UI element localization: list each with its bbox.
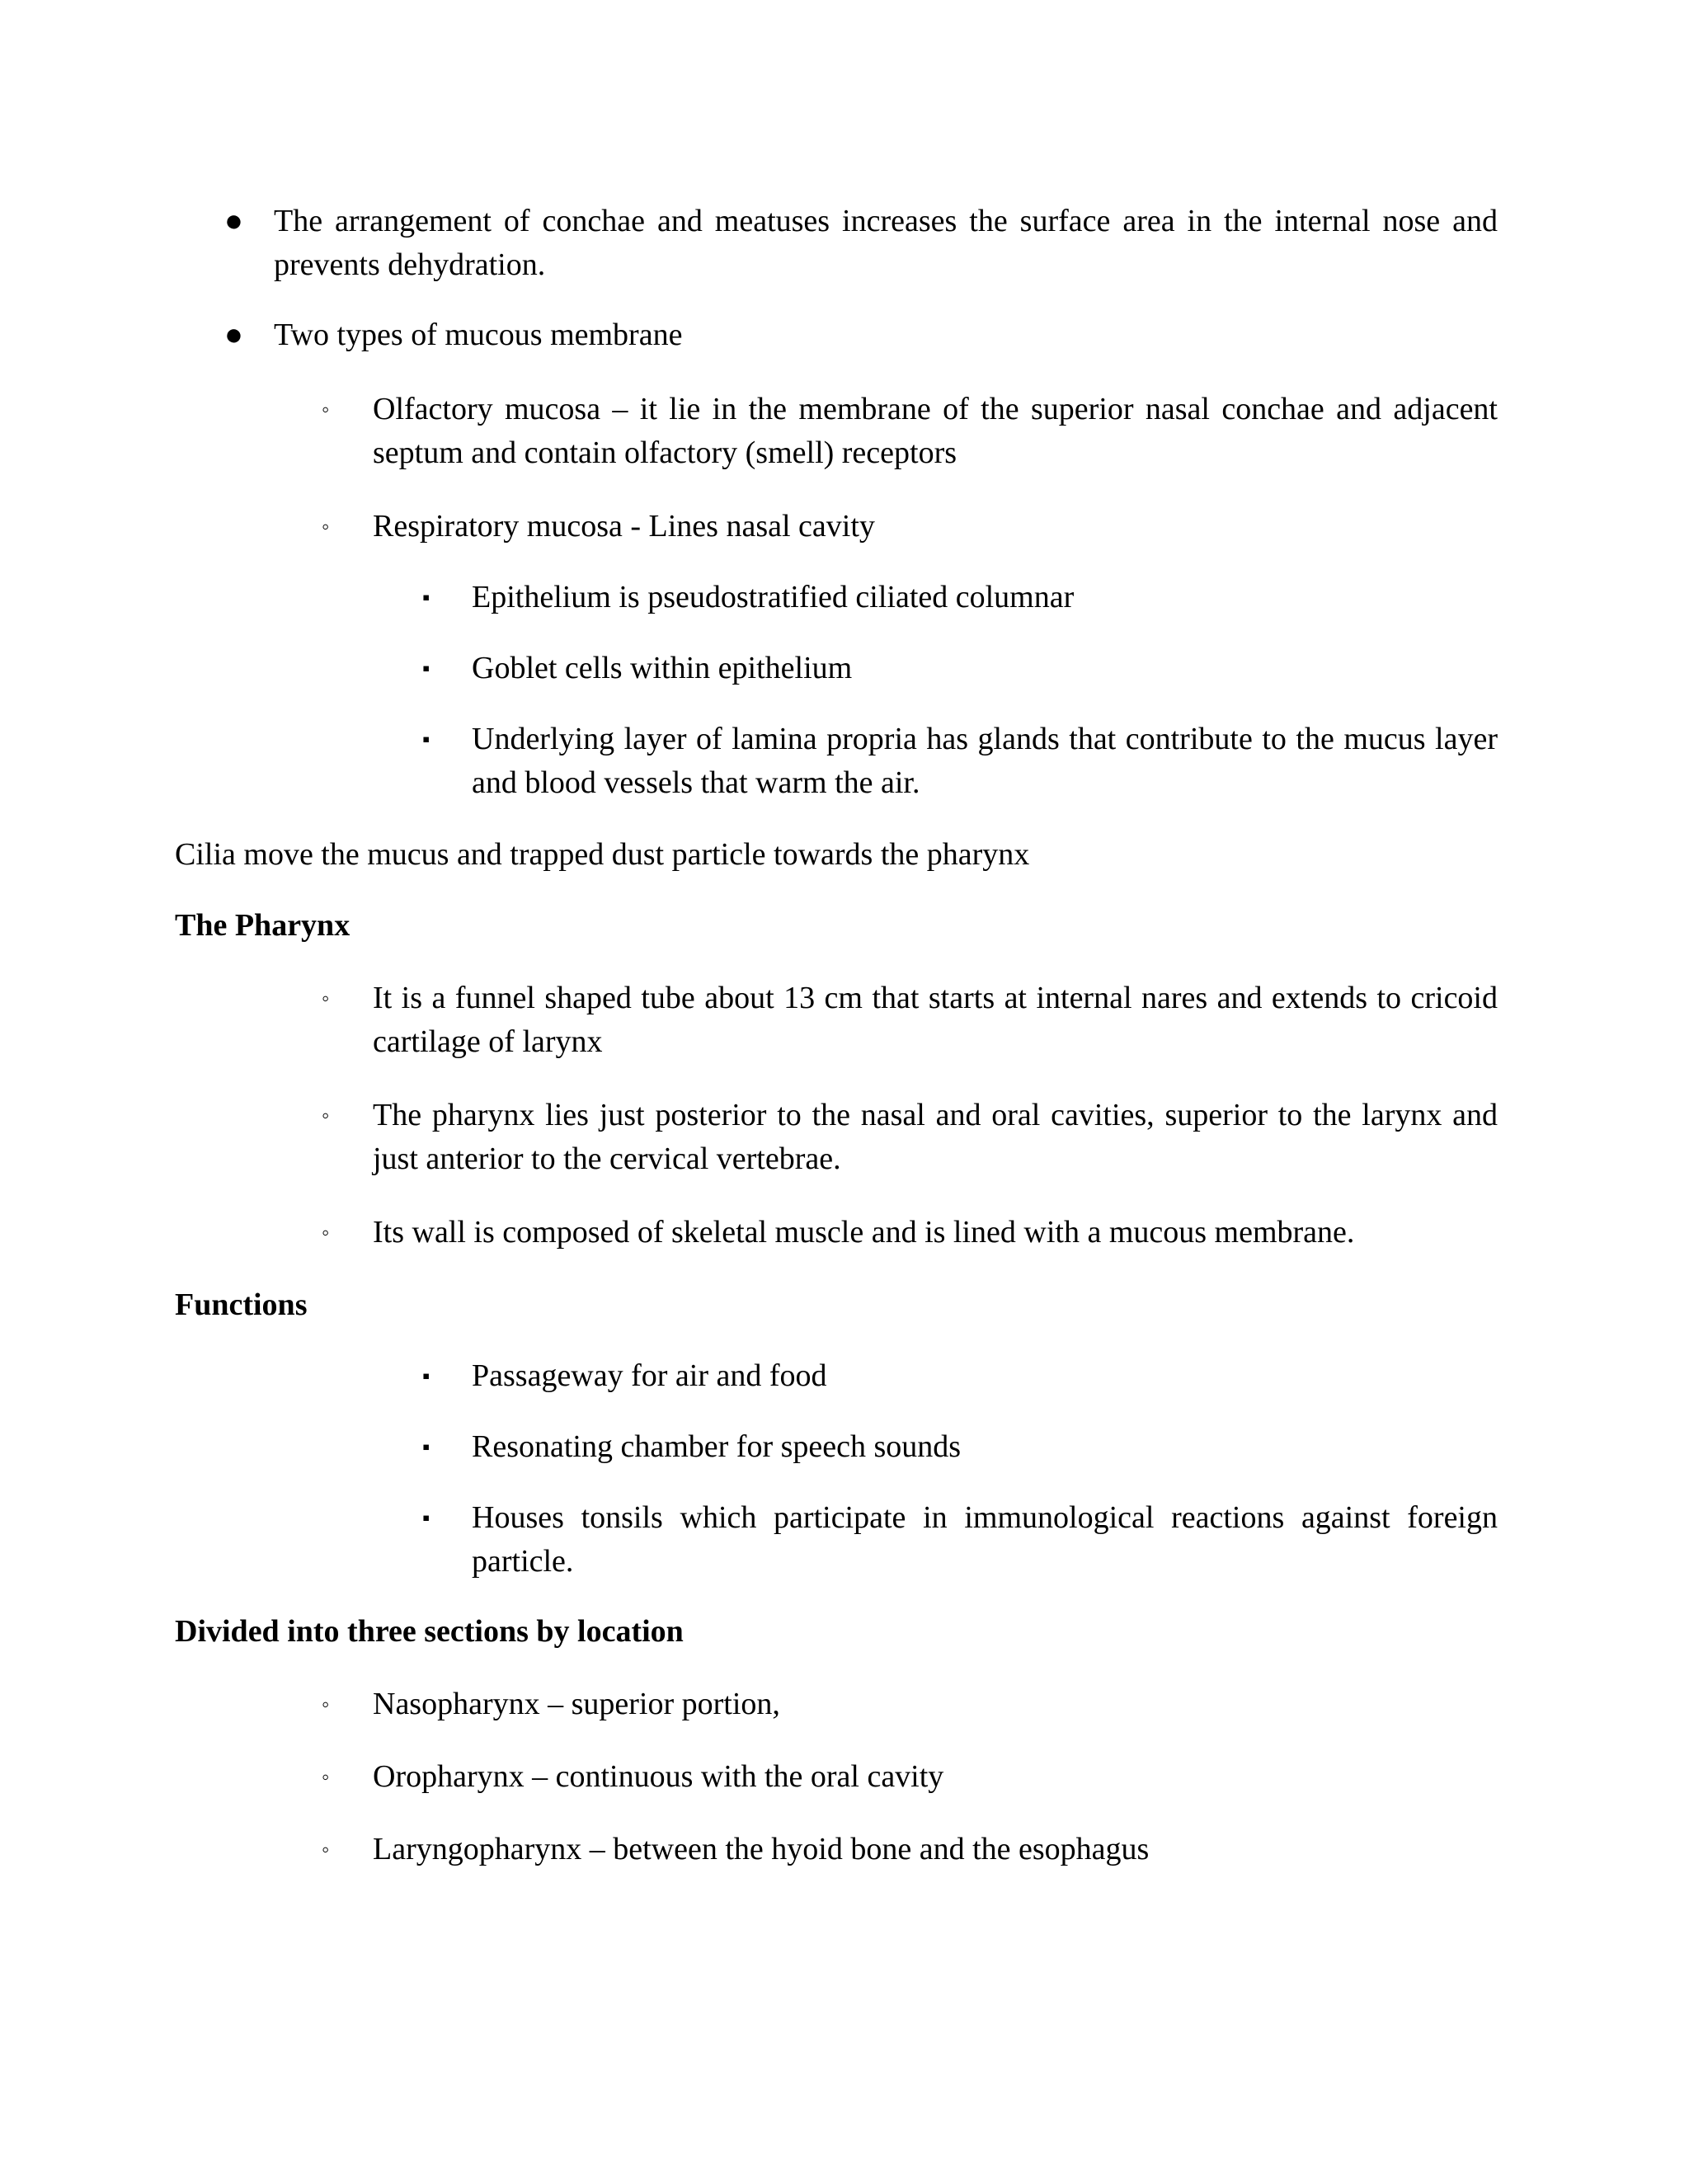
list-item-tonsils: Houses tonsils which participate in immunological reactions against foreign particle. bbox=[472, 1500, 1498, 1579]
list-item-goblet-cells: Goblet cells within epithelium bbox=[472, 651, 853, 685]
bullet-circle-icon: ◦ bbox=[322, 1692, 330, 1716]
bullet-circle-icon: ◦ bbox=[322, 398, 330, 421]
paragraph-cilia: Cilia move the mucus and trapped dust particle towards the pharynx bbox=[175, 837, 1030, 872]
bullet-circle-icon: ◦ bbox=[322, 1104, 330, 1127]
bullet-square-icon: ▪ bbox=[422, 727, 430, 751]
bullet-dot-icon: ● bbox=[224, 204, 243, 238]
bullet-dot-icon: ● bbox=[224, 318, 243, 352]
list-item-wall-composition: Its wall is composed of skeletal muscle and is lined with a mucous membrane. bbox=[373, 1215, 1355, 1250]
list-item-conchae: The arrangement of conchae and meatuses increases the surface area in the internal nose and prevents dehydration. bbox=[274, 204, 1498, 282]
bullet-circle-icon: ◦ bbox=[322, 1838, 330, 1862]
bullet-circle-icon: ◦ bbox=[322, 986, 330, 1010]
bullet-square-icon: ▪ bbox=[422, 1364, 430, 1388]
bullet-circle-icon: ◦ bbox=[322, 1221, 330, 1245]
list-item-nasopharynx: Nasopharynx – superior portion, bbox=[373, 1687, 780, 1721]
bullet-circle-icon: ◦ bbox=[322, 515, 330, 539]
list-item-oropharynx: Oropharynx – continuous with the oral cavity bbox=[373, 1759, 944, 1794]
heading-sections: Divided into three sections by location bbox=[175, 1614, 684, 1649]
list-item-respiratory-mucosa: Respiratory mucosa - Lines nasal cavity bbox=[373, 509, 875, 544]
heading-pharynx: The Pharynx bbox=[175, 908, 351, 943]
bullet-square-icon: ▪ bbox=[422, 586, 430, 610]
list-item-mucous-membrane: Two types of mucous membrane bbox=[274, 318, 683, 352]
list-item-olfactory-mucosa: Olfactory mucosa – it lie in the membrane of the superior nasal conchae and adjacent septum and contain olfactory (smell) receptors bbox=[373, 392, 1498, 470]
list-item-laryngopharynx: Laryngopharynx – between the hyoid bone and the esophagus bbox=[373, 1832, 1150, 1866]
heading-functions: Functions bbox=[175, 1287, 308, 1322]
list-item-pharynx-position: The pharynx lies just posterior to the nasal and oral cavities, superior to the larynx and just anterior to the cervical vertebrae. bbox=[373, 1098, 1498, 1176]
list-item-epithelium: Epithelium is pseudostratified ciliated columnar bbox=[472, 580, 1075, 614]
bullet-circle-icon: ◦ bbox=[322, 1765, 330, 1789]
list-item-lamina-propria: Underlying layer of lamina propria has glands that contribute to the mucus layer and blood vessels that warm the air. bbox=[472, 722, 1498, 800]
list-item-passageway: Passageway for air and food bbox=[472, 1358, 827, 1393]
list-item-resonating-chamber: Resonating chamber for speech sounds bbox=[472, 1429, 962, 1464]
bullet-square-icon: ▪ bbox=[422, 1435, 430, 1459]
list-item-funnel-tube: It is a funnel shaped tube about 13 cm that starts at internal nares and extends to cricoid cartilage of larynx bbox=[373, 981, 1498, 1059]
bullet-square-icon: ▪ bbox=[422, 1506, 430, 1530]
bullet-square-icon: ▪ bbox=[422, 657, 430, 680]
